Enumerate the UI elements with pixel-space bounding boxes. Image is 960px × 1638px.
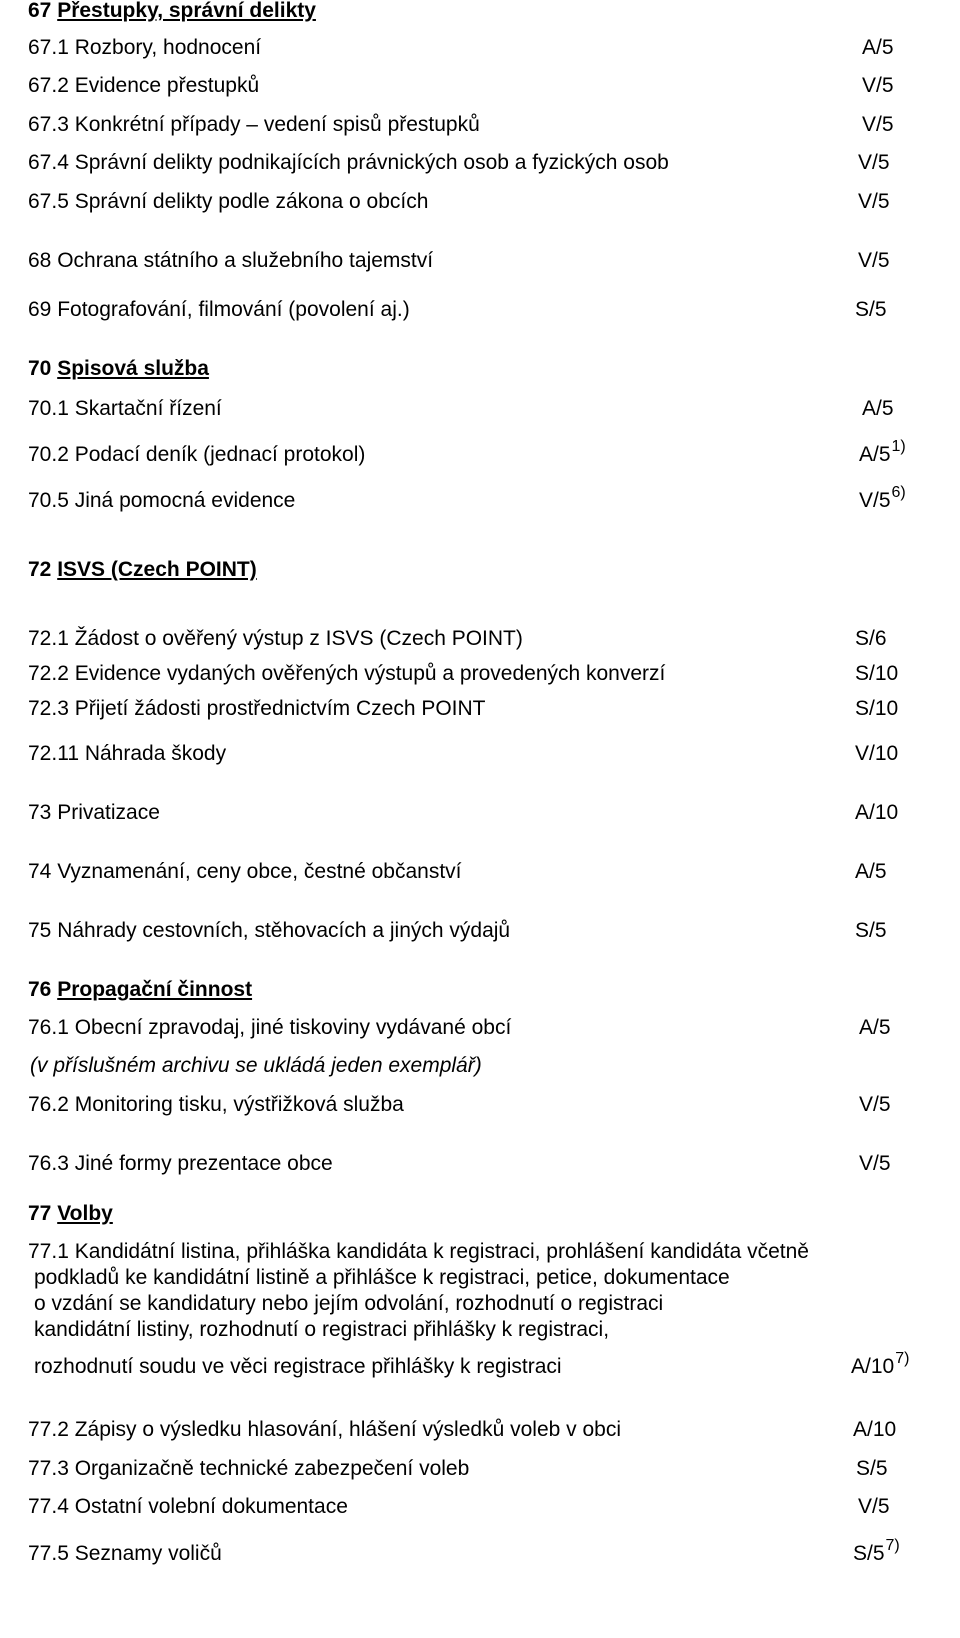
archive-note: (v příslušném archivu se ukládá jeden exemplář) — [30, 1054, 482, 1077]
retention-code: V/5 — [858, 1495, 890, 1518]
footnote-ref: 6) — [891, 484, 906, 501]
retention-code: S/10 — [855, 662, 899, 685]
retention-code: V/5 — [858, 151, 890, 174]
record-item-75: 75 Náhrady cestovních, stěhovacích a jiných výdajů — [28, 919, 511, 942]
retention-code: V/10 — [855, 742, 899, 765]
section-title: Volby — [57, 1202, 113, 1225]
record-item-70-5: 70.5 Jiná pomocná evidence — [28, 489, 296, 512]
retention-code: A/5 — [862, 397, 894, 420]
section-70-heading — [28, 357, 209, 381]
record-item-73: 73 Privatizace — [28, 801, 160, 824]
record-item-77-1-line: 77.1 Kandidátní listina, přihláška kandidáta k registraci, prohlášení kandidáta včetně — [28, 1240, 809, 1263]
retention-code: V/5 — [859, 1152, 891, 1175]
retention-code: V/5 — [862, 74, 894, 97]
record-item-74: 74 Vyznamenání, ceny obce, čestné občanství — [28, 860, 462, 883]
record-item-77-1-line: podkladů ke kandidátní listině a přihlášce k registraci, petice, dokumentace — [34, 1266, 730, 1289]
retention-code: V/5 — [858, 190, 890, 213]
retention-code: A/5 — [862, 36, 894, 59]
retention-code: V/5 — [859, 1093, 891, 1116]
section-title: Spisová služba — [57, 357, 209, 380]
section-title: Přestupky, správní delikty — [57, 0, 316, 22]
retention-code — [859, 438, 906, 467]
section-number: 70 — [28, 357, 52, 380]
section-number: 76 — [28, 978, 52, 1001]
footnote-ref: 7) — [895, 1350, 910, 1367]
record-item-77-1-line: rozhodnutí soudu ve věci registrace přihlášky k registraci — [34, 1355, 562, 1378]
section-number: 67 — [28, 0, 52, 22]
record-item-77-5: 77.5 Seznamy voličů — [28, 1542, 222, 1565]
record-item-70-1: 70.1 Skartační řízení — [28, 397, 222, 420]
retention-code: S/5 — [855, 298, 887, 321]
retention-code: V/5 — [862, 113, 894, 136]
record-item-76-1: 76.1 Obecní zpravodaj, jiné tiskoviny vydávané obcí — [28, 1016, 512, 1039]
record-item-76-3: 76.3 Jiné formy prezentace obce — [28, 1152, 333, 1175]
record-item-72-11: 72.11 Náhrada škody — [28, 742, 227, 765]
retention-code: S/5 — [855, 919, 887, 942]
retention-code — [851, 1350, 910, 1379]
retention-code-value: V/5 — [859, 489, 891, 512]
record-item-77-3: 77.3 Organizačně technické zabezpečení voleb — [28, 1457, 470, 1480]
retention-code: S/10 — [855, 697, 899, 720]
section-76-heading — [28, 978, 252, 1002]
record-item-68: 68 Ochrana státního a služebního tajemství — [28, 249, 434, 272]
retention-code — [853, 1537, 900, 1566]
retention-code: S/6 — [855, 627, 887, 650]
section-77-heading — [28, 1202, 113, 1226]
retention-code: V/5 — [858, 249, 890, 272]
record-item-72-3: 72.3 Přijetí žádosti prostřednictvím Czech POINT — [28, 697, 486, 720]
record-item-77-2: 77.2 Zápisy o výsledku hlasování, hlášení výsledků voleb v obci — [28, 1418, 621, 1441]
footnote-ref: 7) — [885, 1537, 900, 1554]
footnote-ref: 1) — [891, 438, 906, 455]
record-item-76-2: 76.2 Monitoring tisku, výstřižková služba — [28, 1093, 404, 1116]
record-item-67-1: 67.1 Rozbory, hodnocení — [28, 36, 262, 59]
record-item-77-1-line: o vzdání se kandidatury nebo jejím odvolání, rozhodnutí o registraci — [34, 1292, 664, 1315]
record-item-69: 69 Fotografování, filmování (povolení aj.) — [28, 298, 410, 321]
record-item-72-2: 72.2 Evidence vydaných ověřených výstupů a provedených konverzí — [28, 662, 666, 685]
record-item-67-5: 67.5 Správní delikty podle zákona o obcích — [28, 190, 429, 213]
retention-code: A/10 — [855, 801, 899, 824]
record-item-70-2: 70.2 Podací deník (jednací protokol) — [28, 443, 366, 466]
retention-code: S/5 — [856, 1457, 888, 1480]
retention-code: A/5 — [855, 860, 887, 883]
record-item-67-2: 67.2 Evidence přestupků — [28, 74, 260, 97]
retention-code: A/5 — [859, 1016, 891, 1039]
record-item-77-4: 77.4 Ostatní volební dokumentace — [28, 1495, 348, 1518]
section-title: Propagační činnost — [57, 978, 253, 1001]
record-item-72-1: 72.1 Žádost o ověřený výstup z ISVS (Czech POINT) — [28, 627, 523, 650]
record-item-67-4: 67.4 Správní delikty podnikajících právnických osob a fyzických osob — [28, 151, 669, 174]
section-number: 72 — [28, 558, 52, 581]
section-number: 77 — [28, 1202, 52, 1225]
retention-code — [859, 484, 906, 513]
retention-code-value: A/5 — [859, 443, 891, 466]
retention-code-value: S/5 — [853, 1542, 885, 1565]
retention-code-value: A/10 — [851, 1355, 895, 1378]
section-title: ISVS (Czech POINT) — [57, 558, 257, 581]
section-72-heading — [28, 558, 257, 582]
retention-code: A/10 — [853, 1418, 897, 1441]
record-item-77-1-line: kandidátní listiny, rozhodnutí o registraci přihlášky k registraci, — [34, 1318, 610, 1341]
record-item-67-3: 67.3 Konkrétní případy – vedení spisů přestupků — [28, 113, 480, 136]
section-67-heading — [28, 0, 316, 23]
